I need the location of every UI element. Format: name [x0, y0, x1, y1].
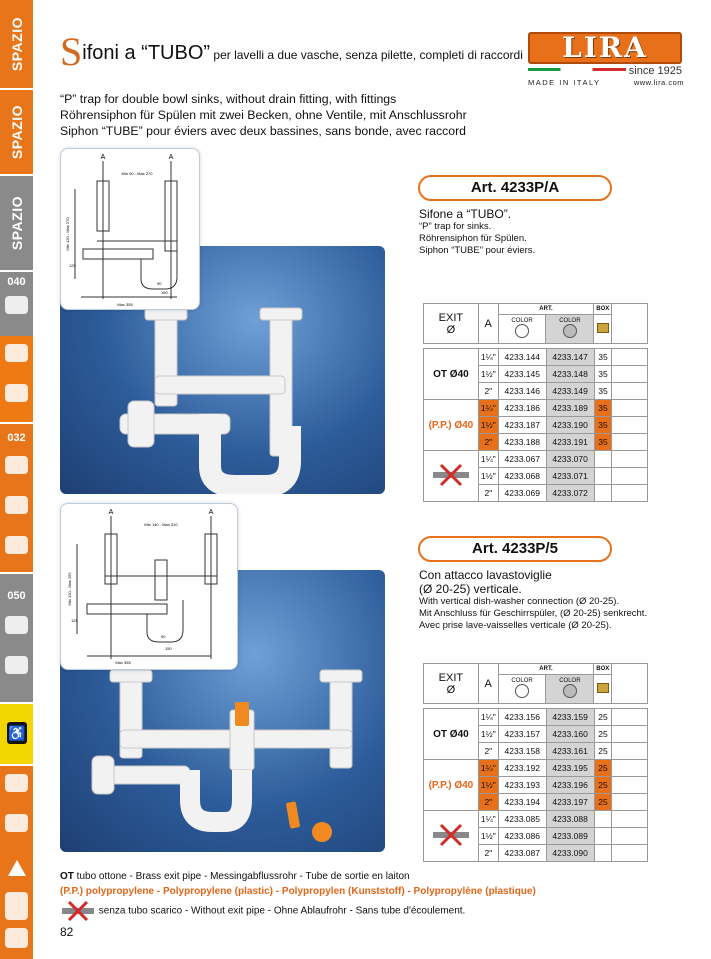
title-main: ifoni a “TUBO” [82, 42, 211, 64]
spare-cell [612, 811, 648, 828]
desc-line: Mit Anschluss für Geschirrspüler, (Ø 20-25) senkrecht. [419, 608, 648, 619]
a-header: A [478, 664, 498, 704]
subtitle-fr: Siphon “TUBE” pour éviers avec deux bassines, sans bonde, avec raccord [60, 124, 467, 138]
dim-150: 150 [161, 290, 168, 295]
subtitle-en: “P” trap for double bowl sinks, without drain fitting, with fittings [60, 92, 397, 106]
logo-since: since 1925 [628, 65, 682, 77]
spare-cell [612, 828, 648, 845]
size-cell: 1½" [478, 366, 498, 383]
desc-line: Siphon “TUBE” pour éviers. [419, 245, 536, 256]
bottle-trap-icon [5, 384, 28, 402]
art-code-cell: 4233.191 [546, 434, 594, 451]
valve-icon [5, 892, 28, 920]
table-row [424, 451, 648, 468]
color-white-header: COLOR [498, 675, 546, 704]
dim-max: Max 355 [117, 302, 133, 307]
desc-line: Avec prise lave-vaisselles verticale (Ø 20-25). [419, 620, 612, 631]
box-qty-cell: 35 [594, 383, 612, 400]
basket-icon [5, 814, 28, 832]
ot-text: tubo ottone - Brass exit pipe - Messingabflussrohr - Tube de sortie en laiton [73, 871, 410, 882]
spare-cell [612, 485, 648, 502]
art-code-cell: 4233.158 [498, 743, 546, 760]
art-code-cell: 4233.070 [546, 451, 594, 468]
dim-90: 90 [161, 634, 166, 639]
bottle-trap-icon [5, 536, 28, 554]
dim-a-right: A [208, 509, 214, 516]
box-qty-cell: 25 [594, 777, 612, 794]
color-white-header: COLOR [498, 315, 546, 344]
article-pill-1: Art. 4233P/A [418, 175, 612, 201]
technical-drawing-2 [60, 503, 238, 670]
dim-side: Min 120 - Max 255 [67, 572, 72, 606]
art-header: ART. [498, 664, 594, 675]
gray-circle-icon [563, 684, 577, 698]
size-cell: 2" [478, 485, 498, 502]
section-number: 050 [7, 590, 26, 602]
wheelchair-icon: ♿ [7, 722, 27, 744]
sink-icon [5, 296, 28, 314]
dim-top: Min 140 - Max 310 [144, 522, 178, 527]
spare-col [612, 664, 648, 704]
art-code-cell: 4233.188 [498, 434, 546, 451]
size-cell: 2" [478, 743, 498, 760]
table-body-2 [423, 708, 648, 862]
siphon-icon [5, 344, 28, 362]
box-qty-cell [594, 845, 612, 862]
box-icon-cell [594, 675, 612, 704]
logo-made-in-italy: MADE IN ITALY [528, 78, 601, 87]
box-qty-cell: 25 [594, 709, 612, 726]
strainer-icon [5, 774, 28, 792]
art-code-cell: 4233.156 [498, 709, 546, 726]
tab-spazio-3[interactable] [0, 176, 33, 270]
title-initial: S [60, 29, 83, 74]
size-cell: 2" [478, 383, 498, 400]
art-code-cell: 4233.068 [498, 468, 546, 485]
size-cell: 2" [478, 845, 498, 862]
color-gray-header: COLOR [546, 675, 594, 704]
dim-a-left: A [100, 154, 106, 161]
box-icon-cell [594, 315, 612, 344]
sidebar [0, 0, 33, 959]
art-code-cell: 4233.194 [498, 794, 546, 811]
technical-drawing-1 [60, 148, 200, 310]
box-icon [597, 323, 609, 333]
logo-word: LIRA [562, 31, 648, 64]
drawing-lines [61, 504, 239, 671]
tab-spazio-1[interactable] [0, 0, 33, 88]
no-pipe-icon [60, 901, 96, 921]
spare-cell [612, 434, 648, 451]
dim-125: 125 [69, 263, 76, 268]
box-qty-cell: 35 [594, 366, 612, 383]
article-pill-2: Art. 4233P/5 [418, 536, 612, 562]
footer-no-pipe-legend [60, 901, 465, 921]
art-code-cell: 4233.085 [498, 811, 546, 828]
tab-label: SPAZIO [8, 104, 25, 160]
art-code-cell: 4233.089 [546, 828, 594, 845]
table-row [424, 709, 648, 726]
spare-cell [612, 743, 648, 760]
subtitles [60, 91, 467, 139]
desc-line: With vertical dish-washer connection (Ø 20-25). [419, 596, 620, 607]
box-qty-cell [594, 811, 612, 828]
table-row [424, 400, 648, 417]
art-code-cell: 4233.144 [498, 349, 546, 366]
box-qty-cell [594, 485, 612, 502]
art-code-cell: 4233.160 [546, 726, 594, 743]
box-qty-cell [594, 451, 612, 468]
art-code-cell: 4233.197 [546, 794, 594, 811]
size-cell: 1½" [478, 777, 498, 794]
white-circle-icon [515, 684, 529, 698]
size-cell: 2" [478, 794, 498, 811]
spare-cell [612, 709, 648, 726]
article-desc-1 [419, 207, 535, 257]
dim-side: Min 120 - Max 270 [65, 217, 70, 251]
art-code-cell: 4233.087 [498, 845, 546, 862]
art-code-cell: 4233.071 [546, 468, 594, 485]
logo-website[interactable]: www.lira.com [633, 78, 684, 87]
spare-cell [612, 468, 648, 485]
box-icon [597, 683, 609, 693]
section-number: 032 [7, 432, 26, 444]
art-code-cell: 4233.090 [546, 845, 594, 862]
size-cell: 1¼" [478, 811, 498, 828]
footer-pp-legend: (P.P.) polypropylene - Polypropylene (plastic) - Polypropylen (Kunststoff) - Polypropylène (plastique) [60, 886, 536, 897]
box-qty-cell: 25 [594, 726, 612, 743]
box-qty-cell [594, 828, 612, 845]
spare-cell [612, 417, 648, 434]
spare-cell [612, 451, 648, 468]
washbasin-icon [5, 456, 28, 474]
art-code-cell: 4233.186 [498, 400, 546, 417]
tab-label: SPAZIO [8, 16, 25, 72]
dim-a-left: A [108, 509, 114, 516]
group-label: OT Ø40 [424, 709, 479, 760]
table-row [424, 349, 648, 366]
spare-cell [612, 383, 648, 400]
box-header: BOX [594, 304, 612, 315]
box-qty-cell: 35 [594, 417, 612, 434]
size-cell: 1¼" [478, 451, 498, 468]
funnel-icon [8, 860, 26, 876]
table-header-1 [423, 303, 648, 344]
title-rest: per lavelli a due vasche, senza pilette, completi di raccordi [210, 48, 523, 62]
siphon-icon [5, 616, 28, 634]
dim-top: Min 90 - Max 270 [121, 171, 153, 176]
page-number: 82 [60, 925, 74, 939]
no-pipe-group-cell [424, 811, 479, 862]
a-header: A [478, 304, 498, 344]
desc-main: Sifone a “TUBO”. [419, 207, 512, 221]
desc-line: Röhrensiphon für Spülen. [419, 233, 527, 244]
size-cell: 2" [478, 434, 498, 451]
no-pipe-group-cell [424, 451, 479, 502]
exit-header: EXIT Ø [424, 664, 479, 704]
box-qty-cell: 25 [594, 794, 612, 811]
ot-code: OT [60, 871, 74, 882]
box-qty-cell: 35 [594, 400, 612, 417]
no-pipe-icon [431, 463, 471, 487]
exit-header: EXIT Ø [424, 304, 479, 344]
section-number: 040 [7, 276, 26, 288]
art-code-cell: 4233.067 [498, 451, 546, 468]
size-cell: 1¼" [478, 760, 498, 777]
dim-a-right: A [168, 154, 174, 161]
article-desc-2 [419, 568, 647, 632]
spare-cell [612, 366, 648, 383]
art-code-cell: 4233.157 [498, 726, 546, 743]
drain-icon [5, 496, 28, 514]
dim-90: 90 [157, 281, 162, 286]
table-row [424, 760, 648, 777]
group-label: (P.P.) Ø40 [424, 400, 479, 451]
art-code-cell: 4233.146 [498, 383, 546, 400]
dim-150: 150 [165, 646, 172, 651]
size-cell: 1½" [478, 726, 498, 743]
group-label: OT Ø40 [424, 349, 479, 400]
ring-icon [5, 928, 28, 948]
box-qty-cell: 25 [594, 743, 612, 760]
art-code-cell: 4233.086 [498, 828, 546, 845]
group-label: (P.P.) Ø40 [424, 760, 479, 811]
footer-ot-legend [60, 871, 410, 882]
tab-spazio-2[interactable] [0, 90, 33, 174]
desc-main: Con attacco lavastoviglie [419, 568, 552, 582]
table-row [424, 811, 648, 828]
art-code-cell: 4233.088 [546, 811, 594, 828]
size-cell: 1¼" [478, 709, 498, 726]
lira-logo [528, 32, 682, 92]
dim-max: Max 355 [115, 660, 131, 665]
spare-col [612, 304, 648, 344]
desc-main-2: (Ø 20-25) verticale. [419, 582, 522, 596]
spare-cell [612, 760, 648, 777]
table-header-2 [423, 663, 648, 704]
tab-label: SPAZIO [8, 195, 25, 251]
art-header: ART. [498, 304, 594, 315]
box-header: BOX [594, 664, 612, 675]
spare-cell [612, 777, 648, 794]
art-code-cell: 4233.072 [546, 485, 594, 502]
spare-cell [612, 845, 648, 862]
art-code-cell: 4233.196 [546, 777, 594, 794]
art-code-cell: 4233.149 [546, 383, 594, 400]
box-qty-cell: 35 [594, 349, 612, 366]
box-qty-cell: 25 [594, 760, 612, 777]
art-code-cell: 4233.189 [546, 400, 594, 417]
size-cell: 1½" [478, 468, 498, 485]
size-cell: 1½" [478, 828, 498, 845]
art-code-cell: 4233.148 [546, 366, 594, 383]
page-title [60, 28, 523, 75]
size-cell: 1¼" [478, 349, 498, 366]
spare-cell [612, 794, 648, 811]
no-pipe-icon [431, 823, 471, 847]
art-code-cell: 4233.192 [498, 760, 546, 777]
art-code-cell: 4233.193 [498, 777, 546, 794]
spare-cell [612, 726, 648, 743]
box-qty-cell [594, 468, 612, 485]
color-gray-header: COLOR [546, 315, 594, 344]
italian-flag-stripe [528, 68, 626, 71]
art-code-cell: 4233.190 [546, 417, 594, 434]
size-cell: 1½" [478, 417, 498, 434]
size-cell: 1¼" [478, 400, 498, 417]
art-code-cell: 4233.195 [546, 760, 594, 777]
spare-cell [612, 349, 648, 366]
subtitle-de: Röhrensiphon für Spülen mit zwei Becken, ohne Ventile, mit Anschlussrohr [60, 108, 467, 122]
spare-cell [612, 400, 648, 417]
art-code-cell: 4233.147 [546, 349, 594, 366]
art-code-cell: 4233.187 [498, 417, 546, 434]
chef-icon [5, 656, 28, 674]
art-code-cell: 4233.159 [546, 709, 594, 726]
gray-circle-icon [563, 324, 577, 338]
art-code-cell: 4233.145 [498, 366, 546, 383]
desc-line: “P” trap for sinks. [419, 221, 492, 232]
art-code-cell: 4233.161 [546, 743, 594, 760]
table-body-1 [423, 348, 648, 502]
box-qty-cell: 35 [594, 434, 612, 451]
white-circle-icon [515, 324, 529, 338]
art-code-cell: 4233.069 [498, 485, 546, 502]
no-pipe-text: senza tubo scarico - Without exit pipe - Ohne Ablaufrohr - Sans tube d'écoulement. [98, 905, 466, 917]
drawing-lines [61, 149, 201, 311]
dim-125: 125 [71, 618, 78, 623]
